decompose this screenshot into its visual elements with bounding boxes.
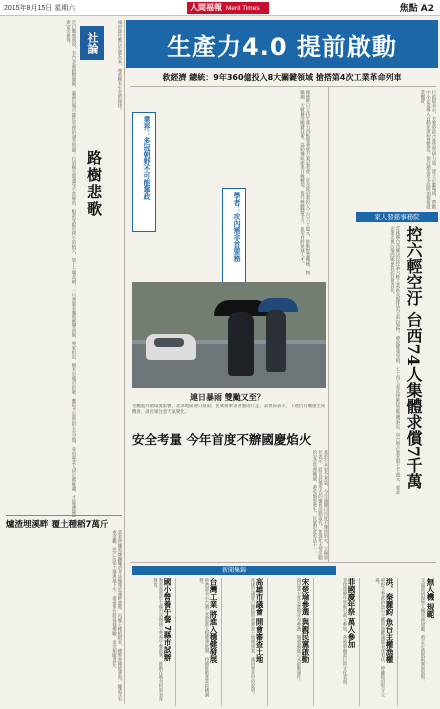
digest-title: 洪、秦麗鈞 魚台主權漁權: [385, 578, 394, 664]
photo-caption: 受颱風外圍環流影響，北部地區連日豪雨，民眾撐傘頂著風雨行走。氣象局表示，下週仍有颱風生成機會，請民眾注意天氣變化。: [132, 404, 326, 415]
pull-quote-industry: 業界：多冠朝野不可能靠政: [132, 112, 156, 232]
photo-caption-title: 連日暴雨 雙颱又至？: [190, 393, 265, 402]
issue-date: 2015年8月15日 星期六: [4, 5, 76, 12]
digest-item: [362, 578, 398, 706]
rain-photo: [132, 282, 326, 388]
photo-person: [228, 312, 254, 376]
logo-chinese: 人間福報: [190, 3, 222, 12]
digest-body: 朝野立委就釣魚台主權與漁權議題表達看法，呼籲政府堅守立場。: [374, 578, 385, 697]
logo-english: Merit Times: [226, 5, 260, 12]
digest-title: 無人機 規範: [426, 578, 435, 619]
digest-title: 宋楚瑜參選 與親民黨啟動: [301, 578, 310, 664]
digest-item: [270, 578, 314, 706]
side-story-title: 爐渣埋溪畔 覆土種稻7萬斤: [6, 515, 122, 530]
editorial-body-b: 城市綠化應以生態為本，尊重樹木生長的規律。: [117, 20, 122, 113]
headline-banner: [126, 20, 438, 68]
digest-body: 交通部研擬無人機管理規範，將訂定飛航限制與罰則。: [420, 578, 425, 684]
digest-body: 教育部將於七縣市試辦國小營養午餐新制，推動在地食材與食育教育。: [152, 578, 163, 702]
digest-body: 高雄市議會召開臨時會審查土地開發案，議員要求市府說明。: [250, 578, 255, 697]
digest-title: 高雄市議會 開會審查土地: [255, 578, 264, 664]
lead-body: 總統昨日主持生產力四點零發展方案記者會，宣布政府將投入三百六十億元，推動智慧機械、物聯網、大數據等關鍵技術，協助傳統產業升級轉型，提升整體競爭力，並培育跨領域人才。: [299, 90, 310, 275]
digest-item: [316, 578, 360, 706]
digest-item: [400, 578, 438, 706]
right-story-title: 控六輕空汙 台西74人集體求償7千萬: [404, 226, 423, 489]
digest-item: [178, 578, 222, 706]
lead-headline: 生產力4.0 提前啟動: [167, 32, 397, 61]
digest-body: 親民黨主席宋楚瑜宣布參選，競選團隊正式啟動運作。: [296, 578, 301, 684]
digest-title: 台灣工業 將進入穩健發展: [209, 578, 218, 664]
column-rule: [124, 20, 125, 704]
photo-person-2: [266, 310, 286, 372]
news-digest-bar: 新聞集錦: [132, 566, 336, 575]
photo-car: [146, 334, 196, 360]
pull-quote-scholar: 學者：攻內需非首要務: [222, 188, 246, 284]
digest-title: 菲國慶年祭 萬人參加: [347, 578, 356, 649]
page-header: [0, 0, 440, 16]
editorial-tag: 社論: [80, 26, 104, 60]
newspaper-logo: [187, 2, 269, 14]
digest-body: 菲律賓慶年祭吸引萬人參加，各地舉辦遊行與文化表演。: [342, 578, 347, 688]
fireworks-title: 安全考量 今年首度不辦國慶焰火: [132, 432, 312, 447]
lead-body-right: 行政院表示，方案將結合產官學研力量，建立示範場域，帶動中小企業導入自動化與智慧製造，預計創造更多高附加價值就業機會。: [419, 90, 436, 209]
digest-body: 經濟部表示台灣工業將進入穩健發展期，持續推動產業結構調整。: [198, 578, 209, 697]
section-label: 焦點 A2: [399, 4, 434, 14]
right-story-tag: 家人發慈事務院: [356, 212, 438, 222]
right-story-body: 雲林縣台西鄉居民控訴六輕工業區長期排放空氣污染物，導致健康受損，七十四人委託律師提起集體訴訟，向台塑企業求償七千萬元，要求企業正視污染問題並負起社會責任。: [389, 226, 400, 495]
fireworks-body: 基於公共安全考量，今年國慶日首度不施放焰火，主辦單位表示，將以其他形式的慶祝活動取代，並強化大型活動的安全管理機制，避免憾事發生，民眾對此看法不一。: [311, 450, 328, 560]
section-rule: [130, 562, 436, 563]
side-story-body: 業者涉嫌將煉鋼爐渣非法掩埋於溪畔農地，再覆土種植稻米，檢警查獲後發現，爐渣含有重金屬，恐已污染土壤與地下水，環保單位將採樣檢驗，追究相關責任。: [111, 530, 122, 702]
lead-subhead: 救經濟 總統：9年360億投入8大關鍵領域 搶搭第4次工業革命列車: [162, 73, 402, 82]
column-rule: [328, 86, 329, 562]
section-rule: [130, 86, 436, 87]
digest-item: [224, 578, 268, 706]
editorial-title: 路樹悲歌: [85, 150, 103, 218]
digest-title: 國小營養午餐 7縣市試辦: [163, 578, 172, 661]
editorial-column: [4, 20, 122, 600]
digest-item: [132, 578, 176, 706]
editorial-body: 近日颱風過境，全台多處路樹傾倒，暴露出城市綠化管理的諸多問題。行道樹長期遭受不當修剪，根系受限於狹小的植穴，加上土壤貧瘠，一旦強風來襲便應聲而倒。專家指出，樹木是城市的肺，應給予足夠的生長空間，並由專業人員定期維護，才能讓綠蔭與安全兼得。: [65, 20, 76, 518]
